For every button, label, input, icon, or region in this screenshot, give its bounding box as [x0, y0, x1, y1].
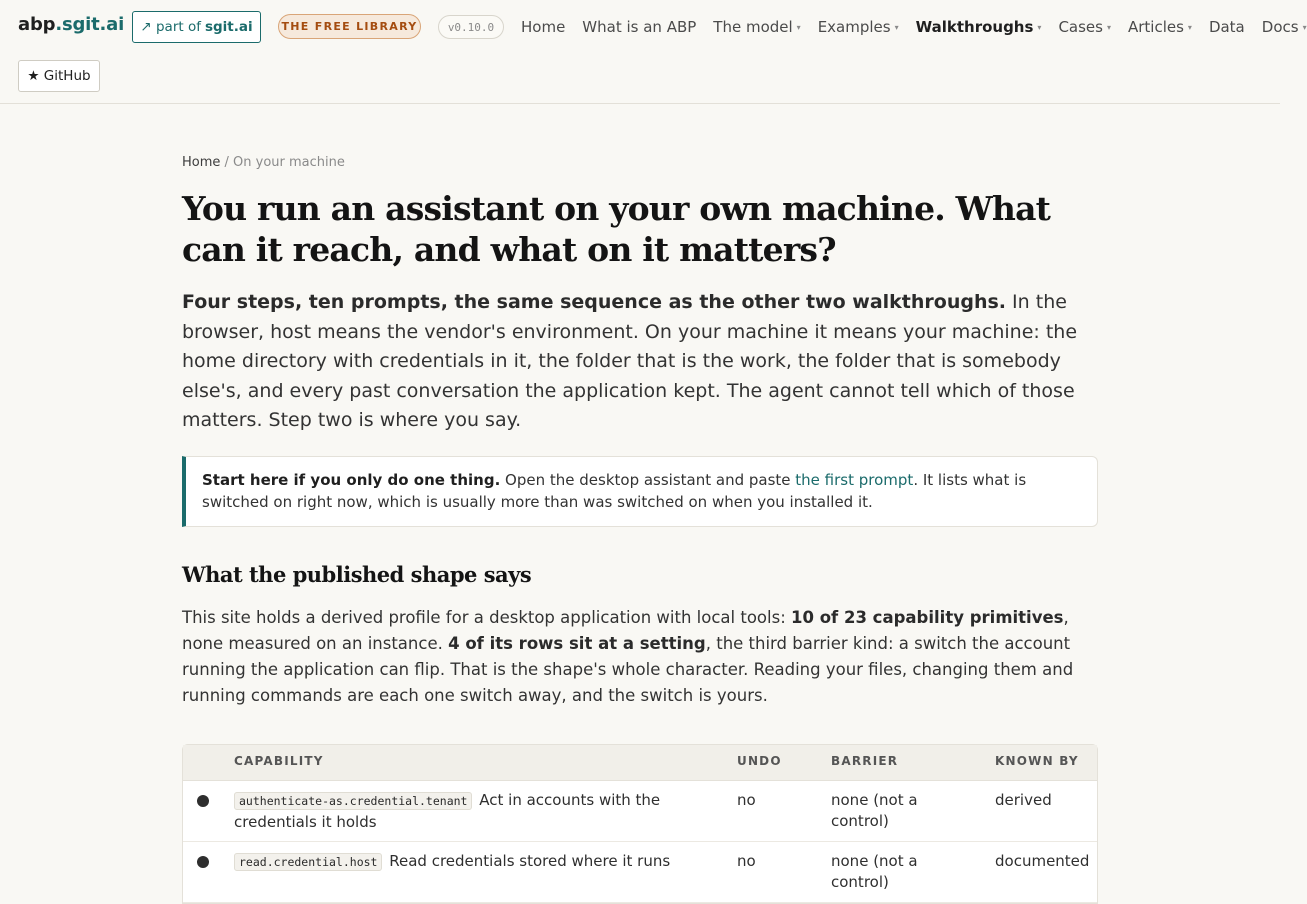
start-here-callout	[182, 456, 1098, 527]
nav-examples-label: Examples	[817, 18, 891, 36]
page-title: You run an assistant on your own machine. What can it reach, and what on it matters?	[182, 189, 1051, 269]
github-button[interactable]: ★ GitHub	[18, 60, 100, 92]
capability-description: Read credentials stored where it runs	[389, 852, 671, 870]
part-of-site: sgit.ai	[204, 19, 253, 35]
undo-cell: no	[737, 791, 756, 809]
table-header-row	[183, 745, 1097, 781]
chevron-down-icon: ▾	[894, 22, 899, 32]
capability-description: Act in accounts with the credentials it holds	[234, 791, 661, 831]
capability-code: read.credential.host	[234, 853, 382, 871]
nav-examples[interactable]	[818, 18, 899, 36]
bullet-dot-icon	[197, 795, 209, 807]
known-by-cell: documented	[995, 852, 1090, 870]
lede-bold: Four steps, ten prompts, the same sequence as the other two walkthroughs.	[182, 291, 1007, 313]
barrier-cell: none (not a control)	[831, 791, 918, 830]
nav-articles[interactable]	[1128, 18, 1192, 36]
version-badge: v0.10.0	[438, 15, 504, 39]
breadcrumb	[182, 155, 345, 170]
nav-walkthroughs[interactable]	[916, 18, 1042, 36]
section-bold-1: 10 of 23 capability primitives	[791, 608, 1064, 627]
breadcrumb-home-link[interactable]: Home	[182, 155, 221, 170]
breadcrumb-separator: /	[220, 155, 234, 170]
section-bold-2: 4 of its rows sit at a setting	[448, 634, 706, 653]
chevron-down-icon: ▾	[796, 22, 801, 32]
section-text-3: , the third barrier kind: a switch the account running the application can flip. That is the shape's whole character. Reading your files, changing them and running commands are each one switch away, and the switch is yours.	[182, 634, 1074, 705]
capability-cell	[234, 851, 674, 873]
site-header	[0, 0, 1307, 104]
bullet-dot-icon	[197, 856, 209, 868]
header-known-by: KNOWN BY	[995, 754, 1079, 768]
header-undo: UNDO	[737, 754, 782, 768]
chevron-down-icon: ▾	[1302, 22, 1307, 32]
chevron-down-icon: ▾	[1187, 22, 1192, 32]
main-nav	[521, 17, 1307, 37]
lede-text: In the browser, host means the vendor's environment. On your machine it means your machine: the home directory with credentials in it, the folder that is the work, the folder that is somebody else's, and every past conversation the application kept. The agent cannot tell which of those matters. Step two is where you say.	[182, 291, 1078, 431]
table-row	[183, 781, 1097, 842]
nav-walkthroughs-label: Walkthroughs	[915, 18, 1034, 36]
nav-cases[interactable]	[1058, 18, 1111, 36]
chevron-down-icon: ▾	[1106, 22, 1111, 32]
nav-articles-label: Articles	[1127, 18, 1184, 36]
part-of-prefix: ↗ part of	[140, 19, 201, 35]
table-row	[183, 842, 1097, 903]
lede-paragraph	[182, 288, 1098, 436]
nav-the-model-label: The model	[713, 18, 793, 36]
nav-data-label: Data	[1208, 18, 1245, 36]
nav-data[interactable]	[1209, 18, 1245, 36]
nav-what-is-an-abp[interactable]	[582, 18, 696, 36]
header-barrier: BARRIER	[831, 754, 899, 768]
nav-home-label: Home	[521, 18, 566, 36]
capability-cell	[234, 790, 674, 833]
site-logo[interactable]	[18, 14, 124, 35]
capability-code: authenticate-as.credential.tenant	[234, 792, 472, 810]
part-of-sgit-link[interactable]	[132, 11, 261, 43]
known-by-cell: derived	[995, 791, 1052, 809]
nav-home[interactable]	[521, 18, 565, 36]
first-prompt-link[interactable]: the first prompt	[795, 471, 914, 489]
callout-text-pre: Open the desktop assistant and paste	[500, 471, 796, 489]
nav-docs[interactable]	[1262, 18, 1307, 36]
brand-accent: .sgit.ai	[55, 14, 125, 35]
section-paragraph	[182, 605, 1098, 709]
barrier-cell: none (not a control)	[831, 852, 918, 891]
chevron-down-icon: ▾	[1037, 22, 1042, 32]
capability-table	[182, 744, 1098, 904]
section-text-2: , none measured on an instance.	[182, 608, 1069, 653]
callout-text-post: . It lists what is switched on right now, which is usually more than was switched on when you installed it.	[202, 471, 1027, 511]
undo-cell: no	[737, 852, 756, 870]
callout-bold: Start here if you only do one thing.	[202, 471, 501, 489]
brand-main: abp	[18, 14, 56, 35]
nav-docs-label: Docs	[1261, 18, 1299, 36]
header-capability: CAPABILITY	[234, 754, 324, 768]
free-library-badge: THE FREE LIBRARY	[278, 14, 421, 39]
nav-the-model[interactable]	[713, 18, 800, 36]
nav-what-is-an-abp-label: What is an ABP	[582, 18, 697, 36]
section-text-1: This site holds a derived profile for a desktop application with local tools:	[182, 608, 792, 627]
section-title: What the published shape says	[182, 562, 532, 587]
nav-cases-label: Cases	[1058, 18, 1103, 36]
breadcrumb-current: On your machine	[233, 155, 345, 170]
